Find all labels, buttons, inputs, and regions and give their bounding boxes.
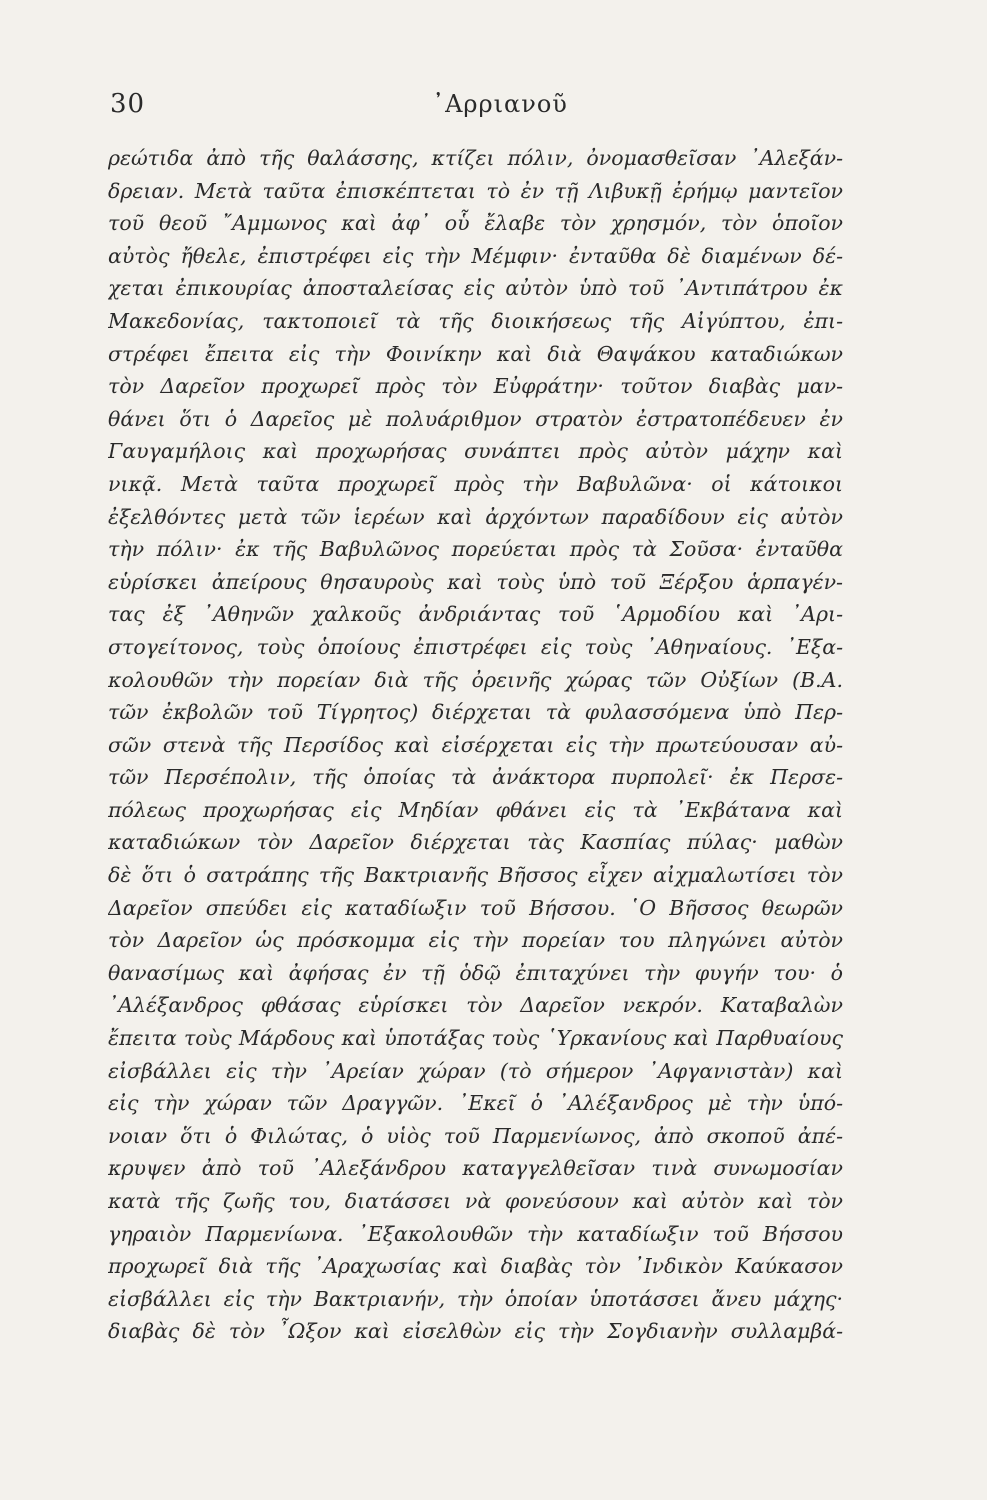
text-line: εἰς τὴν χώραν τῶν Δραγγῶν. ᾿Εκεῖ ὁ ᾿Αλέξανδρος μὲ τὴν ὑπό- [108, 1091, 843, 1116]
page-number: 30 [110, 89, 146, 119]
text-line: Δαρεῖον σπεύδει εἰς καταδίωξιν τοῦ Βήσσου. ῾Ο Βῆσσος θεωρῶν [108, 895, 843, 920]
text-line: Γαυγαμήλοις καὶ προχωρήσας συνάπτει πρὸς αὐτὸν μάχην καὶ [108, 439, 843, 464]
text-line: κατὰ τῆς ζωῆς του, διατάσσει νὰ φονεύσουν καὶ αὐτὸν καὶ τὸν [108, 1189, 843, 1213]
text-line: δὲ ὅτι ὁ σατράπης τῆς Βακτριανῆς Βῆσσος εἶχεν αἰχμαλωτίσει τὸν [108, 863, 843, 888]
text-line: καταδιώκων τὸν Δαρεῖον διέρχεται τὰς Κασπίας πύλας· μαθὼν [108, 830, 843, 855]
text-line: προχωρεῖ διὰ τῆς ᾿Αραχωσίας καὶ διαβὰς τὸν ᾿Ινδικὸν Καύκασον [108, 1254, 843, 1279]
text-line: εὑρίσκει ἀπείρους θησαυροὺς καὶ τοὺς ὑπὸ τοῦ Ξέρξου ἁρπαγέν- [108, 569, 843, 594]
text-line: τὸν Δαρεῖον προχωρεῖ πρὸς τὸν Εὐφράτην· τοῦτον διαβὰς μαν- [108, 374, 843, 399]
text-line: κολουθῶν τὴν πορείαν διὰ τῆς ὀρεινῆς χώρας τῶν Οὐξίων (Β.Α. [108, 667, 843, 692]
text-line: τας ἐξ ᾿Αθηνῶν χαλκοῦς ἀνδριάντας τοῦ ῾Αρμοδίου καὶ ᾿Αρι- [108, 602, 843, 627]
text-line: ἔπειτα τοὺς Μάρδους καὶ ὑποτάξας τοὺς ῾Υρκανίους καὶ Παρθυαίους [108, 1026, 843, 1051]
text-line: στογείτονος, τοὺς ὁποίους ἐπιστρέφει εἰς τοὺς ᾿Αθηναίους. ᾿Εξα- [108, 634, 843, 659]
text-line: τῶν ἐκβολῶν τοῦ Τίγρητος) διέρχεται τὰ φυλασσόμενα ὑπὸ Περ- [108, 700, 843, 725]
text-line: θάνει ὅτι ὁ Δαρεῖος μὲ πολυάριθμον στρατὸν ἐστρατοπέδευεν ἐν [108, 406, 843, 431]
text-line: εἰσβάλλει εἰς τὴν ᾿Αρείαν χώραν (τὸ σήμερον ᾿Αφγανιστὰν) καὶ [108, 1058, 843, 1083]
text-line: ᾿Αλέξανδρος φθάσας εὑρίσκει τὸν Δαρεῖον νεκρόν. Καταβαλὼν [108, 993, 843, 1018]
text-line: στρέφει ἔπειτα εἰς τὴν Φοινίκην καὶ διὰ Θαψάκου καταδιώκων [108, 341, 843, 366]
text-line: ρεώτιδα ἀπὸ τῆς θαλάσσης, κτίζει πόλιν, ὀνομασθεῖσαν ᾿Αλεξάν- [108, 146, 843, 170]
text-line: Μακεδονίας, τακτοποιεῖ τὰ τῆς διοικήσεως τῆς Αἰγύπτου, ἐπι- [108, 308, 843, 333]
text-line: τοῦ θεοῦ ῎Αμμωνος καὶ ἀφ᾿ οὗ ἔλαβε τὸν χρησμόν, τὸν ὁποῖον [108, 211, 843, 236]
text-line: διαβὰς δὲ τὸν ῏Ωξον καὶ εἰσελθὼν εἰς τὴν Σογδιανὴν συλλαμβά- [108, 1319, 843, 1344]
text-line: ἐξελθόντες μετὰ τῶν ἱερέων καὶ ἀρχόντων παραδίδουν εἰς αὐτὸν [108, 504, 843, 529]
text-line: νοιαν ὅτι ὁ Φιλώτας, ὁ υἱὸς τοῦ Παρμενίωνος, ἀπὸ σκοποῦ ἀπέ- [108, 1123, 843, 1148]
body-text [108, 142, 843, 1348]
text-line: σῶν στενὰ τῆς Περσίδος καὶ εἰσέρχεται εἰς τὴν πρωτεύουσαν αὐ- [108, 732, 843, 757]
text-line: αὐτὸς ἤθελε, ἐπιστρέφει εἰς τὴν Μέμφιν· ἐνταῦθα δὲ διαμένων δέ- [108, 243, 843, 268]
text-line: πόλεως προχωρήσας εἰς Μηδίαν φθάνει εἰς τὰ ᾿Εκβάτανα καὶ [108, 797, 843, 822]
text-line: δρειαν. Μετὰ ταῦτα ἐπισκέπτεται τὸ ἐν τῇ Λιβυκῇ ἐρήμῳ μαντεῖον [108, 178, 843, 203]
text-line: τὸν Δαρεῖον ὡς πρόσκομμα εἰς τὴν πορείαν του πληγώνει αὐτὸν [108, 928, 843, 953]
running-head: ᾿Αρριανοῦ [432, 90, 568, 118]
text-line: γηραιὸν Παρμενίωνα. ᾿Εξακολουθῶν τὴν καταδίωξιν τοῦ Βήσσου [108, 1221, 843, 1246]
text-line: χεται ἐπικουρίας ἀποσταλείσας εἰς αὐτὸν ὑπὸ τοῦ ᾿Αντιπάτρου ἐκ [108, 276, 843, 301]
text-line: κρυψεν ἀπὸ τοῦ ᾿Αλεξάνδρου καταγγελθεῖσαν τινὰ συνωμοσίαν [108, 1156, 843, 1181]
text-line: νικᾷ. Μετὰ ταῦτα προχωρεῖ πρὸς τὴν Βαβυλῶνα· οἱ κάτοικοι [108, 471, 843, 496]
text-line: τὴν πόλιν· ἐκ τῆς Βαβυλῶνος πορεύεται πρὸς τὰ Σοῦσα· ἐνταῦθα [108, 537, 843, 562]
text-line: τῶν Περσέπολιν, τῆς ὁποίας τὰ ἀνάκτορα πυρπολεῖ· ἐκ Περσε- [108, 765, 843, 790]
text-line: εἰσβάλλει εἰς τὴν Βακτριανήν, τὴν ὁποίαν ὑποτάσσει ἄνευ μάχης· [108, 1286, 843, 1311]
text-line: θανασίμως καὶ ἀφήσας ἐν τῇ ὁδῷ ἐπιταχύνει τὴν φυγήν του· ὁ [108, 960, 843, 985]
